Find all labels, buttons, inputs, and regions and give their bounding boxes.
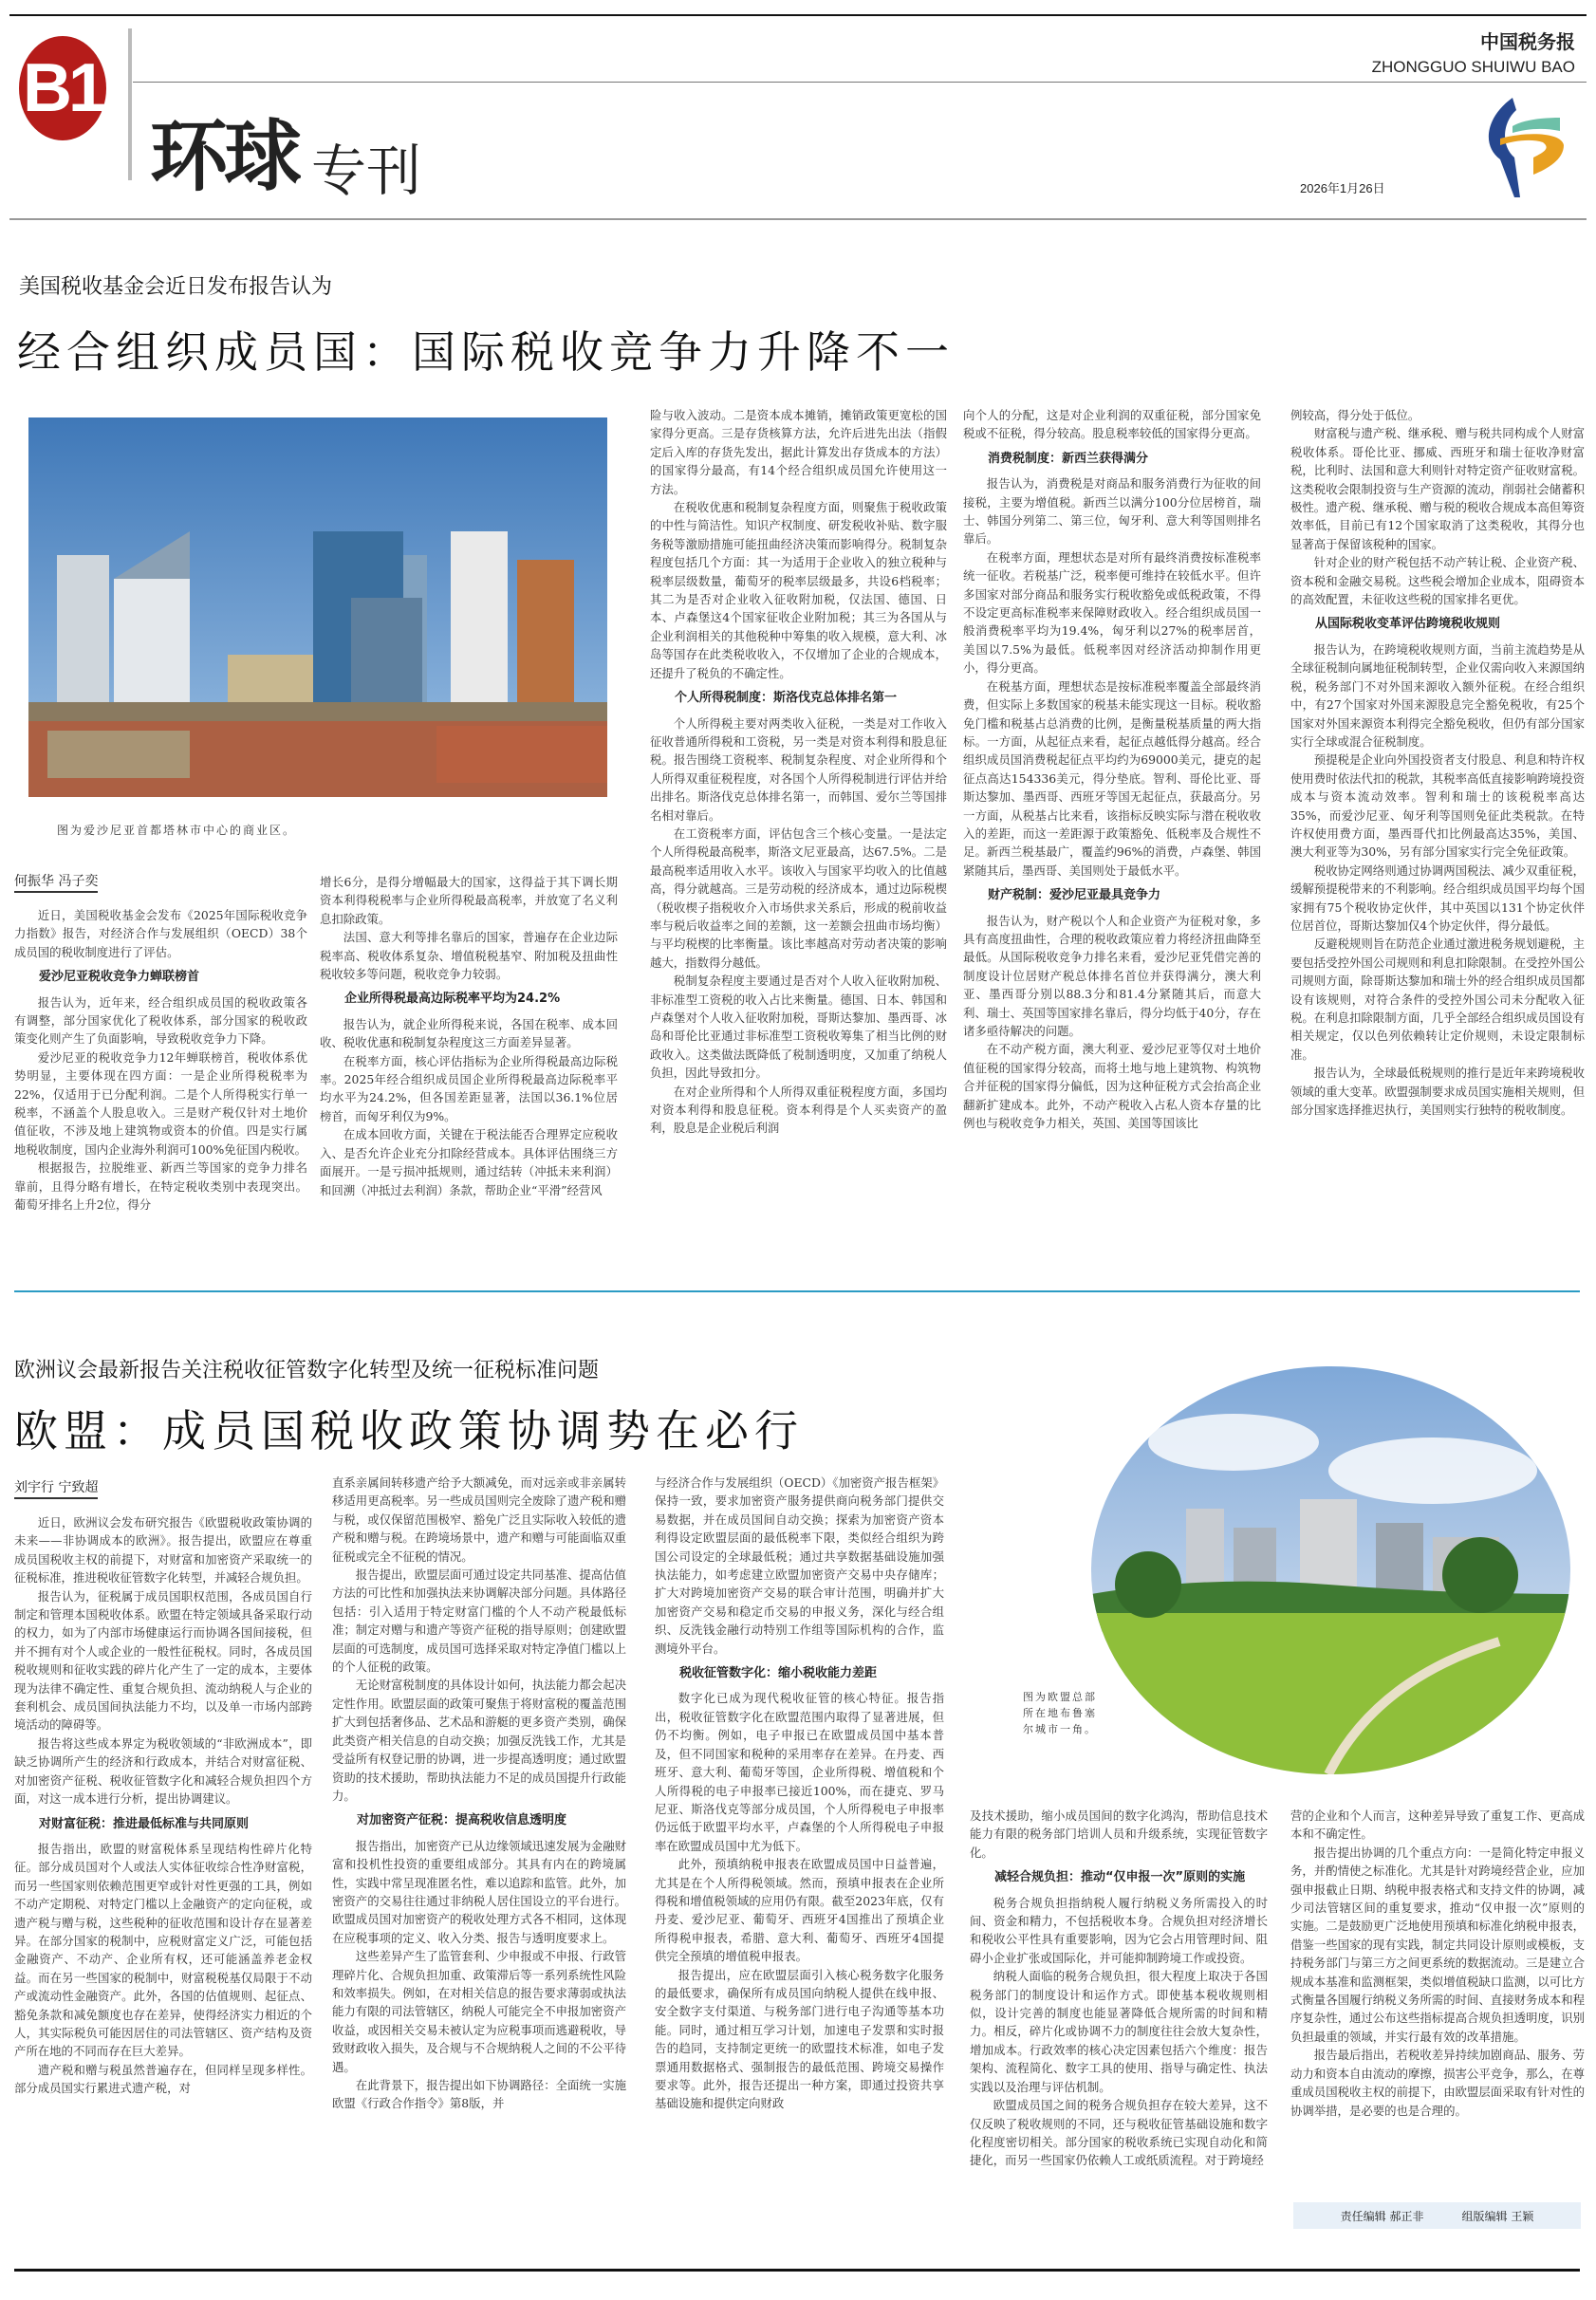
subheading: 企业所得税最高边际税率平均为24.2% [344, 992, 561, 1007]
subheading: 对财富征税：推进最低标准与共同原则 [39, 1816, 250, 1831]
paragraph: 税制复杂程度主要通过是否对个人收入征收附加税、非标准型工资税的收入占比来衡量。德国、日本、韩国和卢森堡对个人收入征收附加税，哥斯达黎加、墨西哥、冰岛和哥伦比亚通过非标准型工资税收筹集了相当比例的财政收入。这类做法既降低了税制透明度，又加重了纳税人负担，因此导致扣分。 [650, 974, 947, 1081]
article1-byline [14, 871, 98, 893]
paragraph: 在工资税率方面，评估包含三个核心变量。一是法定个人所得税最高税率，斯洛文尼亚最高，达67.5%。二是最高税率适用收入水平。该收入与国家平均收入的比值越高，得分就越高。三是劳动税的经济成本，通过边际税楔（税收楔子指税收介入市场供求关系后，形成的税前收益率与税后收益率之间的差额，这一差额会扭曲市场均衡）与平均税楔的比率衡量。该比率越高对劳动者决策的影响越大，指数得分越低。 [650, 825, 947, 970]
article2-byline [14, 1477, 98, 1499]
article1-column-5 [1290, 406, 1585, 1119]
subheading: 从国际税收变革评估跨境税收规则 [1315, 617, 1501, 632]
paragraph: 及技术援助，缩小成员国间的数字化鸿沟，帮助信息技术能力有限的税务部门培训人员和升级系统，实现征管数字化。 [970, 1808, 1268, 1860]
paragraph: 反避税规则旨在防范企业通过激进税务规划避税，主要包括受控外国公司规则和利息扣除限制。在受控外国公司规则方面，除哥斯达黎加和瑞士外的经合组织成员国都设有该规则，对符合条件的受控外国公司未分配收入征税。在利息扣除限制方面，几乎全部经合组织成员国设有相关规定，仅以色列依赖转让定价规则，未设定限制标准。 [1290, 937, 1585, 1062]
paragraph: 欧盟成员国之间的税务合规负担存在较大差异，这不仅反映了税收规则的不同，还与税收征管基础设施和数字化程度密切相关。部分国家的税收系统已实现自动化和简捷化，而另一些国家仍依赖人工或纸质流程。对于跨境经 [970, 2098, 1268, 2168]
paragraph: 无论财富税制度的具体设计如何，执法能力都会起决定性作用。欧盟层面的政策可聚焦于将财富税的覆盖范围扩大到包括奢侈品、艺术品和游艇的更多资产类别，确保此类资产相关信息的自动交换；加强反洗钱工作，尤其是受益所有权登记册的协调，进一步提高透明度；通过欧盟资助的技术援助，帮助执法能力不足的成员国提升行政能力。 [332, 1678, 626, 1803]
paragraph: 针对企业的财产税包括不动产转让税、企业资产税、资本税和金融交易税。这些税会增加企业成本，阻碍资本的高效配置，未征收这些税的国家排名更优。 [1290, 555, 1585, 607]
header-rule [133, 82, 1587, 83]
paragraph: 营的企业和个人而言，这种差异导致了重复工作、更高成本和不确定性。 [1290, 1808, 1585, 1842]
article2-headline: 欧盟：成员国税收政策协调势在必行 [14, 1405, 804, 1456]
paragraph: 此外，预填纳税申报表在欧盟成员国中日益普遍，尤其是在个人所得税领域。然而，预填申报表在企业所得税和增值税领域的应用仍有限。截至2023年底，仅有丹麦、爱沙尼亚、葡萄牙、西班牙4国推出了预填企业所得税申报表，希腊、意大利、葡萄牙、西班牙4国提供完全预填的增值税申报表。 [655, 1857, 944, 1964]
paragraph: 在税率方面，核心评估指标为企业所得税最高边际税率。2025年经合组织成员国企业所得税最高边际税率平均水平为24.2%，但各国差距显著，法国以36.1%位居榜首，而匈牙利仅为9%。 [320, 1053, 618, 1123]
paragraph: 报告指出，欧盟的财富税体系呈现结构性碎片化特征。部分成员国对个人或法人实体征收综合性净财富税，而另一些国家则依赖范围更窄或针对性更强的工具，例如不动产定期税、对特定门槛以上金融资产的定向征税，或遗产税与赠与税，这些税种的征收范围和设计存在显著差异。在部分国家的税制中，应税财富定义广泛，可能包括金融资产、不动产、企业所有权，还可能涵盖养老金权益。而在另一些国家的税制中，财富税税基仅局限于不动产或流动性金融资产。此外，各国的估值规则、起征点、豁免条款和减免额度也存在差异，使得经济实力相近的个人，其实际税负可能因居住的司法管辖区、资产结构及资产所在地的不同而存在巨大差异。 [14, 1841, 312, 2059]
article1-author: 何振华 冯子奕 [14, 871, 98, 893]
paragraph: 报告指出，加密资产已从边缘领域迅速发展为金融财富和投机性投资的重要组成部分。其具有内在的跨境属性，实践中常呈现准匿名性，难以追踪和监管。此外，加密资产的交易往往通过非纳税人居住国设立的平台进行。欧盟成员国对加密资产的税收处理方式各不相同，这体现在应税事项的定义、收入分类、报告与透明度要求上。 [332, 1838, 626, 1945]
subheading: 减轻合规负担：推动“仅申报一次”原则的实施 [994, 1870, 1246, 1885]
paragraph: 在税率方面，理想状态是对所有最终消费按标准税率统一征收。若税基广泛，税率便可维持在较低水平。但许多国家对部分商品和服务实行税收豁免或低税政策，不得不设定更高标准税率来保障财政收入。经合组织成员国一般消费税率平均为19.4%，匈牙利以27%的税率居首，美国以7.5%为最低。低税率因对经济活动抑制作用更小，得分更高。 [963, 549, 1261, 676]
paragraph: 在对企业所得和个人所得双重征税程度方面，多国均对资本利得和股息征税。资本利得是个人买卖资产的盈利，股息是企业税后利润 [650, 1084, 947, 1136]
logo-blue-stroke [1489, 98, 1520, 197]
paragraph: 报告认为，就企业所得税来说，各国在税率、成本回收、税收优惠和税制复杂程度这三方面差异显著。 [320, 1016, 618, 1050]
paragraph: 向个人的分配，这是对企业利润的双重征税，部分国家免税或不征税，得分较高。股息税率较低的国家得分更高。 [963, 408, 1261, 441]
tallinn-skyline-image [28, 417, 607, 797]
article1-column-3 [650, 406, 947, 1138]
article2-column-3 [655, 1474, 944, 2113]
editor-credits [1293, 2202, 1581, 2229]
issue-date: 2026年1月26日 [1300, 181, 1385, 195]
paragraph: 税务合规负担指纳税人履行纳税义务所需投入的时间、资金和精力，不包括税收本身。合规负担对经济增长和税收公平性具有重要影响，因为它会占用管理时间、阻碍小企业扩张或国际化，并可能抑制跨境工作或投资。 [970, 1895, 1268, 1965]
paragraph: 在税收优惠和税制复杂程度方面，则聚焦于税收政策的中性与简洁性。知识产权制度、研发税收补贴、数字服务税等激励措施可能扭曲经济决策而影响得分。税制复杂程度包括几个方面：其一为适用于企业收入的独立税种与税率层级数量，葡萄牙的税率层级最多，共设6档税率；其二为是否对企业收入征收附加税，仅法国、德国、日本、卢森堡这4个国家征收企业附加税；其三为各国从与企业利润相关的其他税种中筹集的收入规模，意大利、冰岛等国存在此类税收收入，不仅增加了企业的合规成本，还提升了税负的不确定性。 [650, 500, 947, 680]
paragraph: 报告认为，征税属于成员国职权范围，各成员国自行制定和管理本国税收体系。欧盟在特定领域具备采取行动的权力，如为了内部市场健康运行而协调各国间接税，但并不拥有对个人或企业的一般性征税权。同时，各成员国税收规则和征收实践的碎片化产生了一定的成本，主要体现为法律不确定性、重复合规负担、流动纳税人与企业的套利机会、成员国间执法能力不均，以及单一市场内部跨境活动的障碍等。 [14, 1588, 312, 1733]
paragraph: 税收协定网络则通过协调两国税法、减少双重征税，缓解预提税带来的不利影响。经合组织成员国平均每个国家拥有75个税收协定伙伴，其中英国以131个协定伙伴位居首位，哥斯达黎加仅4个协定伙伴，得分最低。 [1290, 862, 1585, 933]
paragraph: 报告提出协调的几个重点方向：一是简化特定申报义务，并酌情使之标准化。尤其是针对跨境经营企业，应加强申报截止日期、纳税申报表格式和支持文件的协调，减少司法管辖区间的重复要求，推动“仅申报一次”原则的实施。二是鼓励更广泛地使用预填和标准化纳税申报表，借鉴一些国家的现有实践，制定共同设计原则或模板，支持税务部门与第三方之间更系统的数据流动。三是建立合规成本基准和监测框架，类似增值税缺口监测，以可比方式衡量各国履行纳税义务所需的时间、直接财务成本和程序复杂性，通过公布这些指标提高合规负担透明度，识别负担最重的领域，并实行最有效的改革措施。 [1290, 1845, 1585, 2044]
paragraph: 在税基方面，理想状态是按标准税率覆盖全部最终消费，但实际上多数国家的税基未能实现这一目标。税收豁免门槛和税基占总消费的比例，是衡量税基质量的两大指标。一方面，从起征点来看，起征点越低得分越高。经合组织成员国消费税起征点平均约为69000美元，捷克的起征点高达154336美元，得分垫底。智利、哥伦比亚、哥斯达黎加、墨西哥、西班牙等国无起征点，获最高分。另一方面，从税基占比来看，该指标反映实际与潜在税收收入的差距，而这一差距源于政策豁免、低税率及合规性不足。新西兰税基最广，覆盖约96%的消费，卢森堡、韩国紧随其后，墨西哥、美国则处于最低水平。 [963, 678, 1261, 878]
section-title [150, 95, 421, 206]
brussels-park-image [1091, 1366, 1570, 1774]
paragraph: 纳税人面临的税务合规负担，很大程度上取决于各国税务部门的制度设计和运作方式。即使基本税收规则相似，设计完善的制度也能显著降低合规所需的时间和精力。相反，碎片化或协调不力的制度往往会放大复杂性，增加成本。行政效率的核心决定因素包括六个维度：报告架构、流程简化、数字工具的使用、指导与确定性、执法实践以及治理与评估机制。 [970, 1969, 1268, 2094]
paragraph: 报告认为，财产税以个人和企业资产为征税对象，多具有高度扭曲性，合理的税收政策应着力将经济扭曲降至最低。从国际税收竞争力排名来看，爱沙尼亚凭借完善的制度设计位居财产税总体排名首位并获得满分，澳大利亚、墨西哥分别以88.3分和81.4分紧随其后，而意大利、瑞士、英国等国家排名靠后，得分均低于40分，存在诸多亟待解决的问题。 [963, 913, 1261, 1038]
article2-column-5 [1290, 1807, 1585, 2120]
paragraph: 直系亲属间转移遗产给予大额减免，而对远亲或非亲属转移适用更高税率。另一些成员国则完全废除了遗产税和赠与税，或仅保留范围极窄、豁免广泛且实际收入较低的遗产税和赠与税。在跨境场景中，遗产和赠与可能面临双重征税或完全不征税的情况。 [332, 1475, 626, 1564]
article2-column-1 [14, 1513, 312, 2098]
paragraph: 在不动产税方面，澳大利亚、爱沙尼亚等仅对土地价值征税的国家得分较高，而将土地与地上建筑物、构筑物合并征税的国家得分偏低，因为这种征税方式会抬高企业翻新扩建成本。此外，不动产税收入占私人资本存量的比例也与税收竞争力相关，英国、美国等国该比 [963, 1042, 1261, 1131]
paragraph: 近日，美国税收基金会发布《2025年国际税收竞争力指数》报告，对经济合作与发展组织（OECD）38个成员国的税收制度进行了评估。 [14, 908, 307, 959]
article2-kicker: 欧洲议会最新报告关注税收征管数字化转型及统一征税标准问题 [14, 1359, 600, 1382]
article1-photo [28, 417, 607, 797]
article2-photo-caption: 图为欧盟总部所在地布鲁塞尔城市一角。 [1023, 1691, 1097, 1735]
article1-column-1 [14, 906, 307, 1215]
section-title-sub: 专刊 [311, 139, 422, 203]
paragraph: 报告认为，消费税是对商品和服务消费行为征收的间接税，主要为增值税。新西兰以满分100分位居榜首，瑞士、韩国分列第二、第三位，匈牙利、意大利等国则排名靠后。 [963, 476, 1261, 547]
masthead [1372, 27, 1575, 77]
subheading: 消费税制度：新西兰获得满分 [988, 451, 1149, 466]
paragraph: 爱沙尼亚的税收竞争力12年蝉联榜首，税收体系优势明显，主要体现在四方面：一是企业所得税税率为22%，仅适用于已分配利润。二是个人所得税实行单一税率，不涵盖个人股息收入。三是财产税仅针对土地价值征收，不涉及地上建筑物或资本的价值。四是实行属地税收制度，国内企业海外利润可100%免征国内税收。 [14, 1049, 307, 1157]
responsible-editor: 责任编辑 郝正非 [1340, 2209, 1424, 2223]
paragraph: 在成本回收方面，关键在于税法能否合理界定应税收入、是否允许企业充分扣除经营成本。具体评估围绕三方面展开。一是亏损冲抵规则，通过结转（冲抵未来利润）和回溯（冲抵过去利润）条款，帮助企业“平滑”经营风 [320, 1127, 618, 1197]
paragraph: 增长6分，是得分增幅最大的国家，这得益于其下调长期资本利得税税率与企业所得税最高税率，并放宽了名义利息扣除政策。 [320, 875, 618, 926]
paragraph: 财富税与遗产税、继承税、赠与税共同构成个人财富税收体系。哥伦比亚、挪威、西班牙和瑞士征收净财富税，比利时、法国和意大利则针对特定资产征收财富税。这类税收会限制投资与生产资源的流动，削弱社会储蓄积极性。遗产税、继承税、赠与税的税收合规成本高但筹资效率低，目前已有12个国家取消了这类税收，其得分也显著高于保留该税种的国家。 [1290, 426, 1585, 551]
article2-column-2 [332, 1474, 626, 2113]
paragraph: 这些差异产生了监管套利、少申报或不申报、行政管理碎片化、合规负担加重、政策滞后等一系列系统性风险和效率损失。例如，在对相关信息的报告要求薄弱或执法能力有限的司法管辖区，纳税人可能完全不申报加密资产收益，或因相关交易未被认定为应税事项而逃避税收，导致财政收入损失，及合规与不合规纳税人之间的不公平待遇。 [332, 1949, 626, 2074]
paragraph: 近日，欧洲议会发布研究报告《欧盟税收政策协调的未来——非协调成本的欧洲》。报告提出，欧盟应在尊重成员国税收主权的前提下，对财富和加密资产采取统一的征税标准，推进税收征管数字化转型，并减轻合规负担。 [14, 1515, 312, 1586]
article-separator-rule [14, 1290, 1580, 1292]
paragraph: 在此背景下，报告提出如下协调路径：全面统一实施欧盟《行政合作指令》第8版，并 [332, 2078, 626, 2111]
subheading: 爱沙尼亚税收竞争力蝉联榜首 [39, 970, 200, 985]
layout-editor: 组版编辑 王颖 [1461, 2209, 1534, 2223]
masthead-english: ZHONGGUO SHUIWU BAO [1371, 58, 1575, 76]
page-bottom-rule [14, 2269, 1580, 2272]
header-divider [128, 28, 132, 180]
paragraph: 数字化已成为现代税收征管的核心特征。报告指出，税收征管数字化在欧盟范围内取得了显著进展，但仍不均衡。例如，电子申报已在欧盟成员国中基本普及，但不同国家和税种的采用率存在差异。在丹麦、西班牙、意大利、葡萄牙等国，企业所得税、增值税和个人所得税的电子申报率已接近100%，而在捷克、罗马尼亚、斯洛伐克等部分成员国，个人所得税电子申报率仍远低于欧盟平均水平，卢森堡的个人所得税电子申报率在欧盟成员国中尤为低下。 [655, 1691, 944, 1853]
subheading: 财产税制：爱沙尼亚最具竞争力 [988, 888, 1161, 903]
article2-author: 刘宇行 宁致超 [14, 1477, 98, 1499]
subheading: 对加密资产征税：提高税收信息透明度 [357, 1813, 567, 1828]
article1-column-2 [320, 873, 618, 1199]
paragraph: 报告认为，在跨境税收规则方面，当前主流趋势是从全球征税制向属地征税制转型，企业仅需向收入来源国纳税，税务部门不对外国来源收入额外征税。在经合组织中，有27个国家对外国来源股息完全豁免税收，有25个国家对外国来源资本利得完全豁免税收，但仍有部分国家实行全球或混合征税制度。 [1290, 641, 1585, 749]
article1-column-4 [963, 406, 1261, 1132]
paragraph: 遗产税和赠与税虽然普遍存在，但同样呈现多样性。部分成员国实行累进式遗产税，对 [14, 2062, 312, 2096]
paragraph: 法国、意大利等排名靠后的国家，普遍存在企业边际税率高、税收体系复杂、增值税税基窄、附加税及扭曲性税收较多等问题，税收竞争力较弱。 [320, 930, 618, 982]
article1-kicker: 美国税收基金会近日发布报告认为 [19, 275, 333, 299]
paragraph: 报告提出，应在欧盟层面引入核心税务数字化服务的最低要求，确保所有成员国向纳税人提供在线申报、安全数字支付渠道、与税务部门进行电子沟通等基本功能。同时，通过相互学习计划，加速电子发票和实时报告的趋同，支持制定更统一的欧盟技术标准，如电子发票通用数据格式、强制报告的最低范围、跨境交易操作要求等。此外，报告还提出一种方案，即通过投资共享基础设施和提供定向财政 [655, 1967, 944, 2111]
masthead-chinese: 中国税务报 [1480, 30, 1575, 53]
logo-teal-stroke [1512, 118, 1560, 133]
article2-photo [1091, 1366, 1570, 1774]
article2-column-4 [970, 1807, 1268, 2170]
paragraph: 报告最后指出，若税收差异持续加剧商品、服务、劳动力和资本自由流动的摩擦，损害公平竞争，那么，在尊重成员国税收主权的前提下，由欧盟层面采取有针对性的协调举措，是必要的也是合理的。 [1290, 2048, 1585, 2118]
paragraph: 例较高，得分处于低位。 [1290, 408, 1420, 422]
subheading: 个人所得税制度：斯洛伐克总体排名第一 [675, 691, 898, 706]
subheading: 税收征管数字化：缩小税收能力差距 [679, 1666, 878, 1681]
article1-photo-caption: 图为爱沙尼亚首都塔林市中心的商业区。 [57, 824, 297, 837]
paragraph: 根据报告，拉脱维亚、新西兰等国家的竞争力排名靠前，且得分略有增长，在特定税收类别中表现突出。葡萄牙排名上升2位，得分 [14, 1160, 307, 1213]
paragraph: 预提税是企业向外国投资者支付股息、利息和特许权使用费时依法代扣的税款，其税率高低直接影响跨境投资成本与资本流动效率。智利和瑞士的该税税率高达35%，而爱沙尼亚、匈牙利等国则免征此类税款。在特许权使用费方面，墨西哥代扣比例最高达35%，美国、澳大利亚等为30%，另有部分国家实行完全免征政策。 [1290, 752, 1585, 860]
paragraph: 报告认为，全球最低税规则的推行是近年来跨境税收领域的重大变革。欧盟强制要求成员国实施相关规则，但部分国家选择推迟执行，美国则实行独特的税收制度。 [1290, 1066, 1585, 1118]
header-bottom-rule [9, 218, 1587, 220]
paragraph: 与经济合作与发展组织（OECD）《加密资产报告框架》保持一致，要求加密资产服务提供商向税务部门提供交易数据，并在成员国间自动交换；探索为加密资产资本利得设定欧盟层面的最低税率下限，类似经合组织为跨国公司设定的全球最低税；通过共享数据基础设施加强执法能力，如考虑建立欧盟加密资产交易中央存储库；扩大对跨境加密资产交易的联合审计范围，明确并扩大加密资产交易和稳定币交易的申报义务，深化与经合组织、反洗钱金融行动特别工作组等国际机构的合作，监测境外平台。 [655, 1475, 945, 1656]
page-number-badge: B1 [19, 36, 106, 140]
paragraph: 报告将这些成本界定为税收领域的“非欧洲成本”，即缺乏协调所产生的经济和行政成本，并结合对财富征税、对加密资产征税、税收征管数字化和减轻合规负担四个方面，对这一成本进行分析，提出协调建议。 [14, 1735, 312, 1807]
article1-headline: 经合组织成员国：国际税收竞争力升降不一 [17, 326, 955, 378]
newspaper-logo-icon [1476, 93, 1571, 197]
paragraph: 报告提出，欧盟层面可通过设定共同基准、提高估值方法的可比性和加强执法来协调解决部分问题。具体路径包括：引入适用于特定财富门槛的个人不动产税最低标准；制定对赠与和遗产等资产征税的指导原则；创建欧盟层面的可选制度，成员国可选择采取对特定净值门槛以上的个人征税的政策。 [332, 1567, 626, 1675]
paragraph: 个人所得税主要对两类收入征税，一类是对工作收入征收普通所得税和工资税，另一类是对资本利得和股息征税。报告围绕工资税率、税制复杂程度、对企业所得和个人所得双重征税程度，对各国个人所得税制进行评估并给出排名。斯洛伐克总体排名第一，而韩国、爱尔兰等国排名相对靠后。 [650, 715, 947, 823]
top-rule [9, 14, 1587, 16]
paragraph: 报告认为，近年来，经合组织成员国的税收政策各有调整，部分国家优化了税收体系，部分国家的税收政策变化则产生了负面影响，导致税收竞争力下降。 [14, 994, 307, 1047]
paragraph: 险与收入波动。二是资本成本摊销，摊销政策更宽松的国家得分更高。三是存货核算方法，允许后进先出法（指假定后入库的存货先发出，据此计算发出存货成本的方法）的国家得分最高，有14个经合组织成员国允许使用这一方法。 [650, 408, 947, 496]
section-title-main: 环球 [150, 112, 299, 202]
